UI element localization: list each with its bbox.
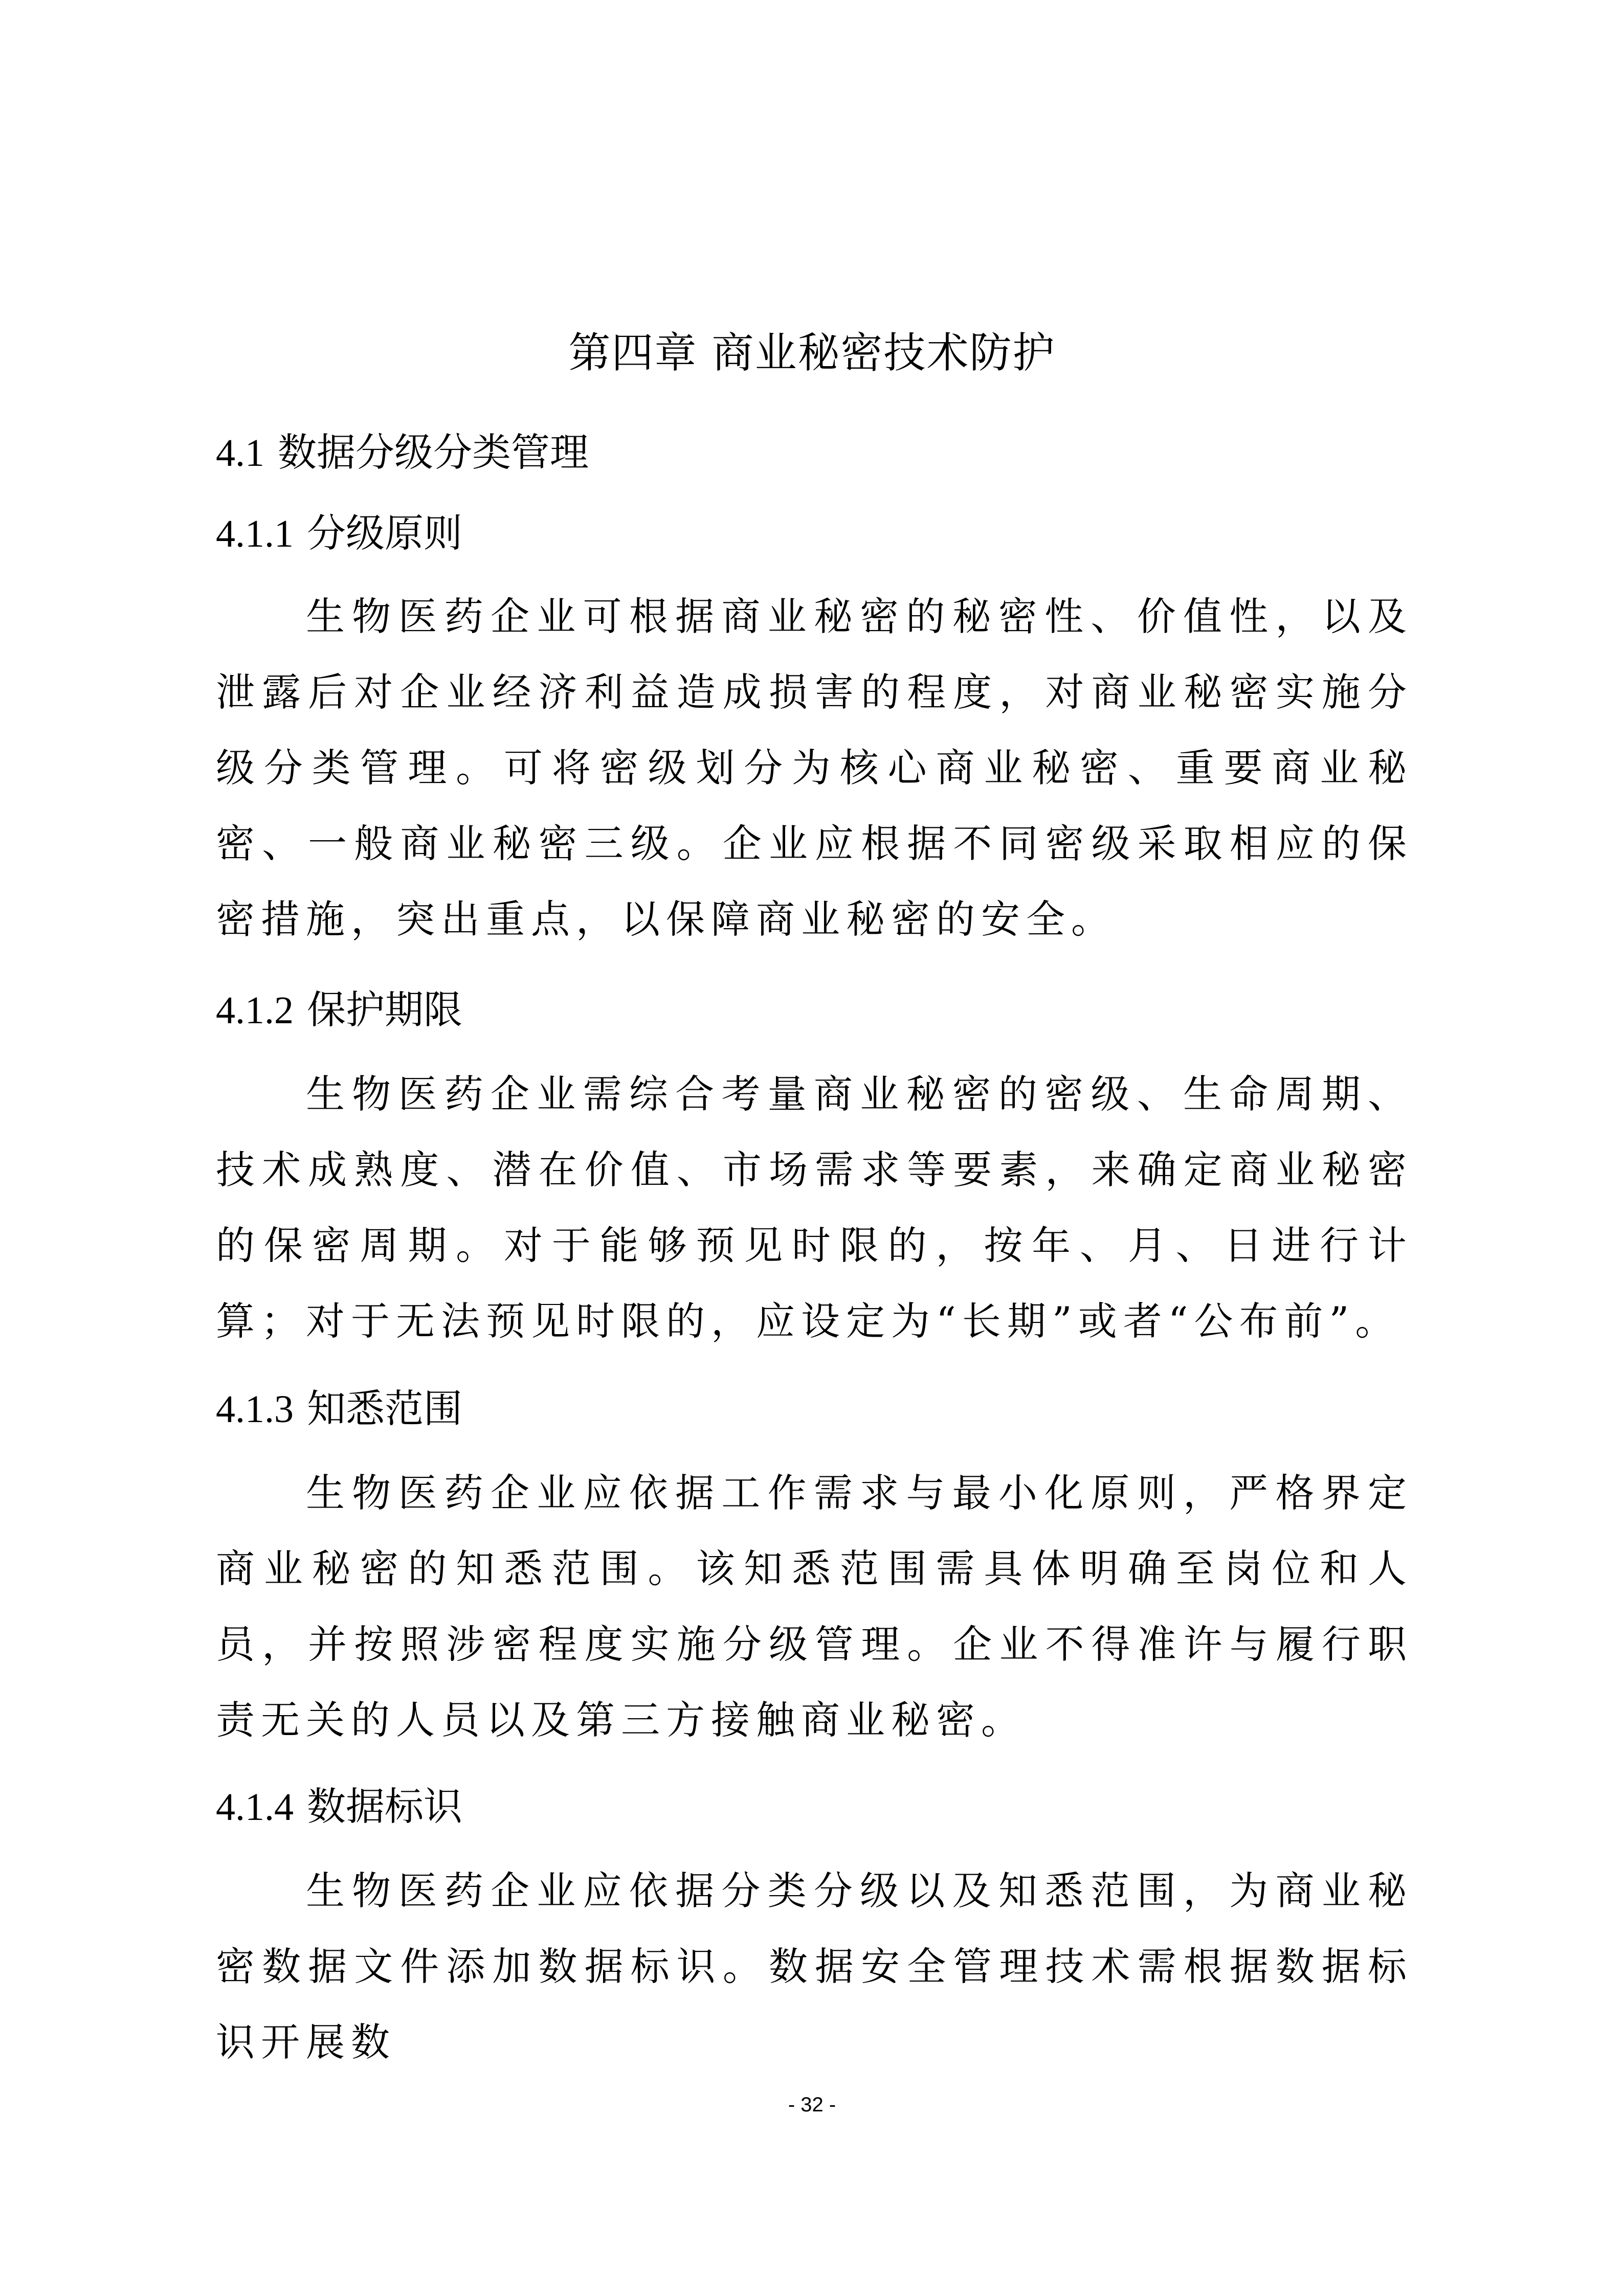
chapter-title: 第四章 商业秘密技术防护: [568, 329, 1056, 377]
subsection-number: 4.1.1: [216, 512, 294, 555]
section-title: 数据分级分类管理: [278, 430, 589, 475]
subsection-title: 分级原则: [307, 510, 462, 556]
page-number: - 32 -: [788, 2094, 836, 2116]
subsection-number: 4.1.3: [216, 1388, 294, 1431]
paragraph-data-labeling: 生物医药企业应依据分类分级以及知悉范围，为商业秘密数据文件添加数据标识。数据安全管理技术需根据数据标识开展数: [216, 1868, 1413, 2065]
subsection-title: 知悉范围: [307, 1386, 462, 1431]
subsection-title: 保护期限: [307, 987, 462, 1032]
subsection-heading-4-1-2: [216, 982, 462, 1039]
paragraph-protection-period: 生物医药企业需综合考量商业秘密的密级、生命周期、技术成熟度、潜在价值、市场需求等要素，来确定商业秘密的保密周期。对于能够预见时限的，按年、月、日进行计算；对于无法预见时限的，应设定为“长期”或者“公布前”。: [216, 1071, 1413, 1344]
paragraph-grading-principle: 生物医药企业可根据商业秘密的秘密性、价值性，以及泄露后对企业经济利益造成损害的程度，对商业秘密实施分级分类管理。可将密级划分为核心商业秘密、重要商业秘密、一般商业秘密三级。企业应根据不同密级采取相应的保密措施，突出重点，以保障商业秘密的安全。: [216, 594, 1413, 942]
section-heading-4-1: [216, 424, 589, 481]
paragraph-access-scope: 生物医药企业应依据工作需求与最小化原则，严格界定商业秘密的知悉范围。该知悉范围需具体明确至岗位和人员，并按照涉密程度实施分级管理。企业不得准许与履行职责无关的人员以及第三方接触商业秘密。: [216, 1470, 1413, 1743]
subsection-title: 数据标识: [307, 1784, 462, 1829]
subsection-number: 4.1.4: [216, 1786, 294, 1829]
section-number: 4.1: [216, 432, 264, 475]
subsection-number: 4.1.2: [216, 989, 294, 1032]
subsection-heading-4-1-3: [216, 1381, 462, 1437]
subsection-heading-4-1-1: [216, 505, 462, 562]
subsection-heading-4-1-4: [216, 1779, 462, 1835]
